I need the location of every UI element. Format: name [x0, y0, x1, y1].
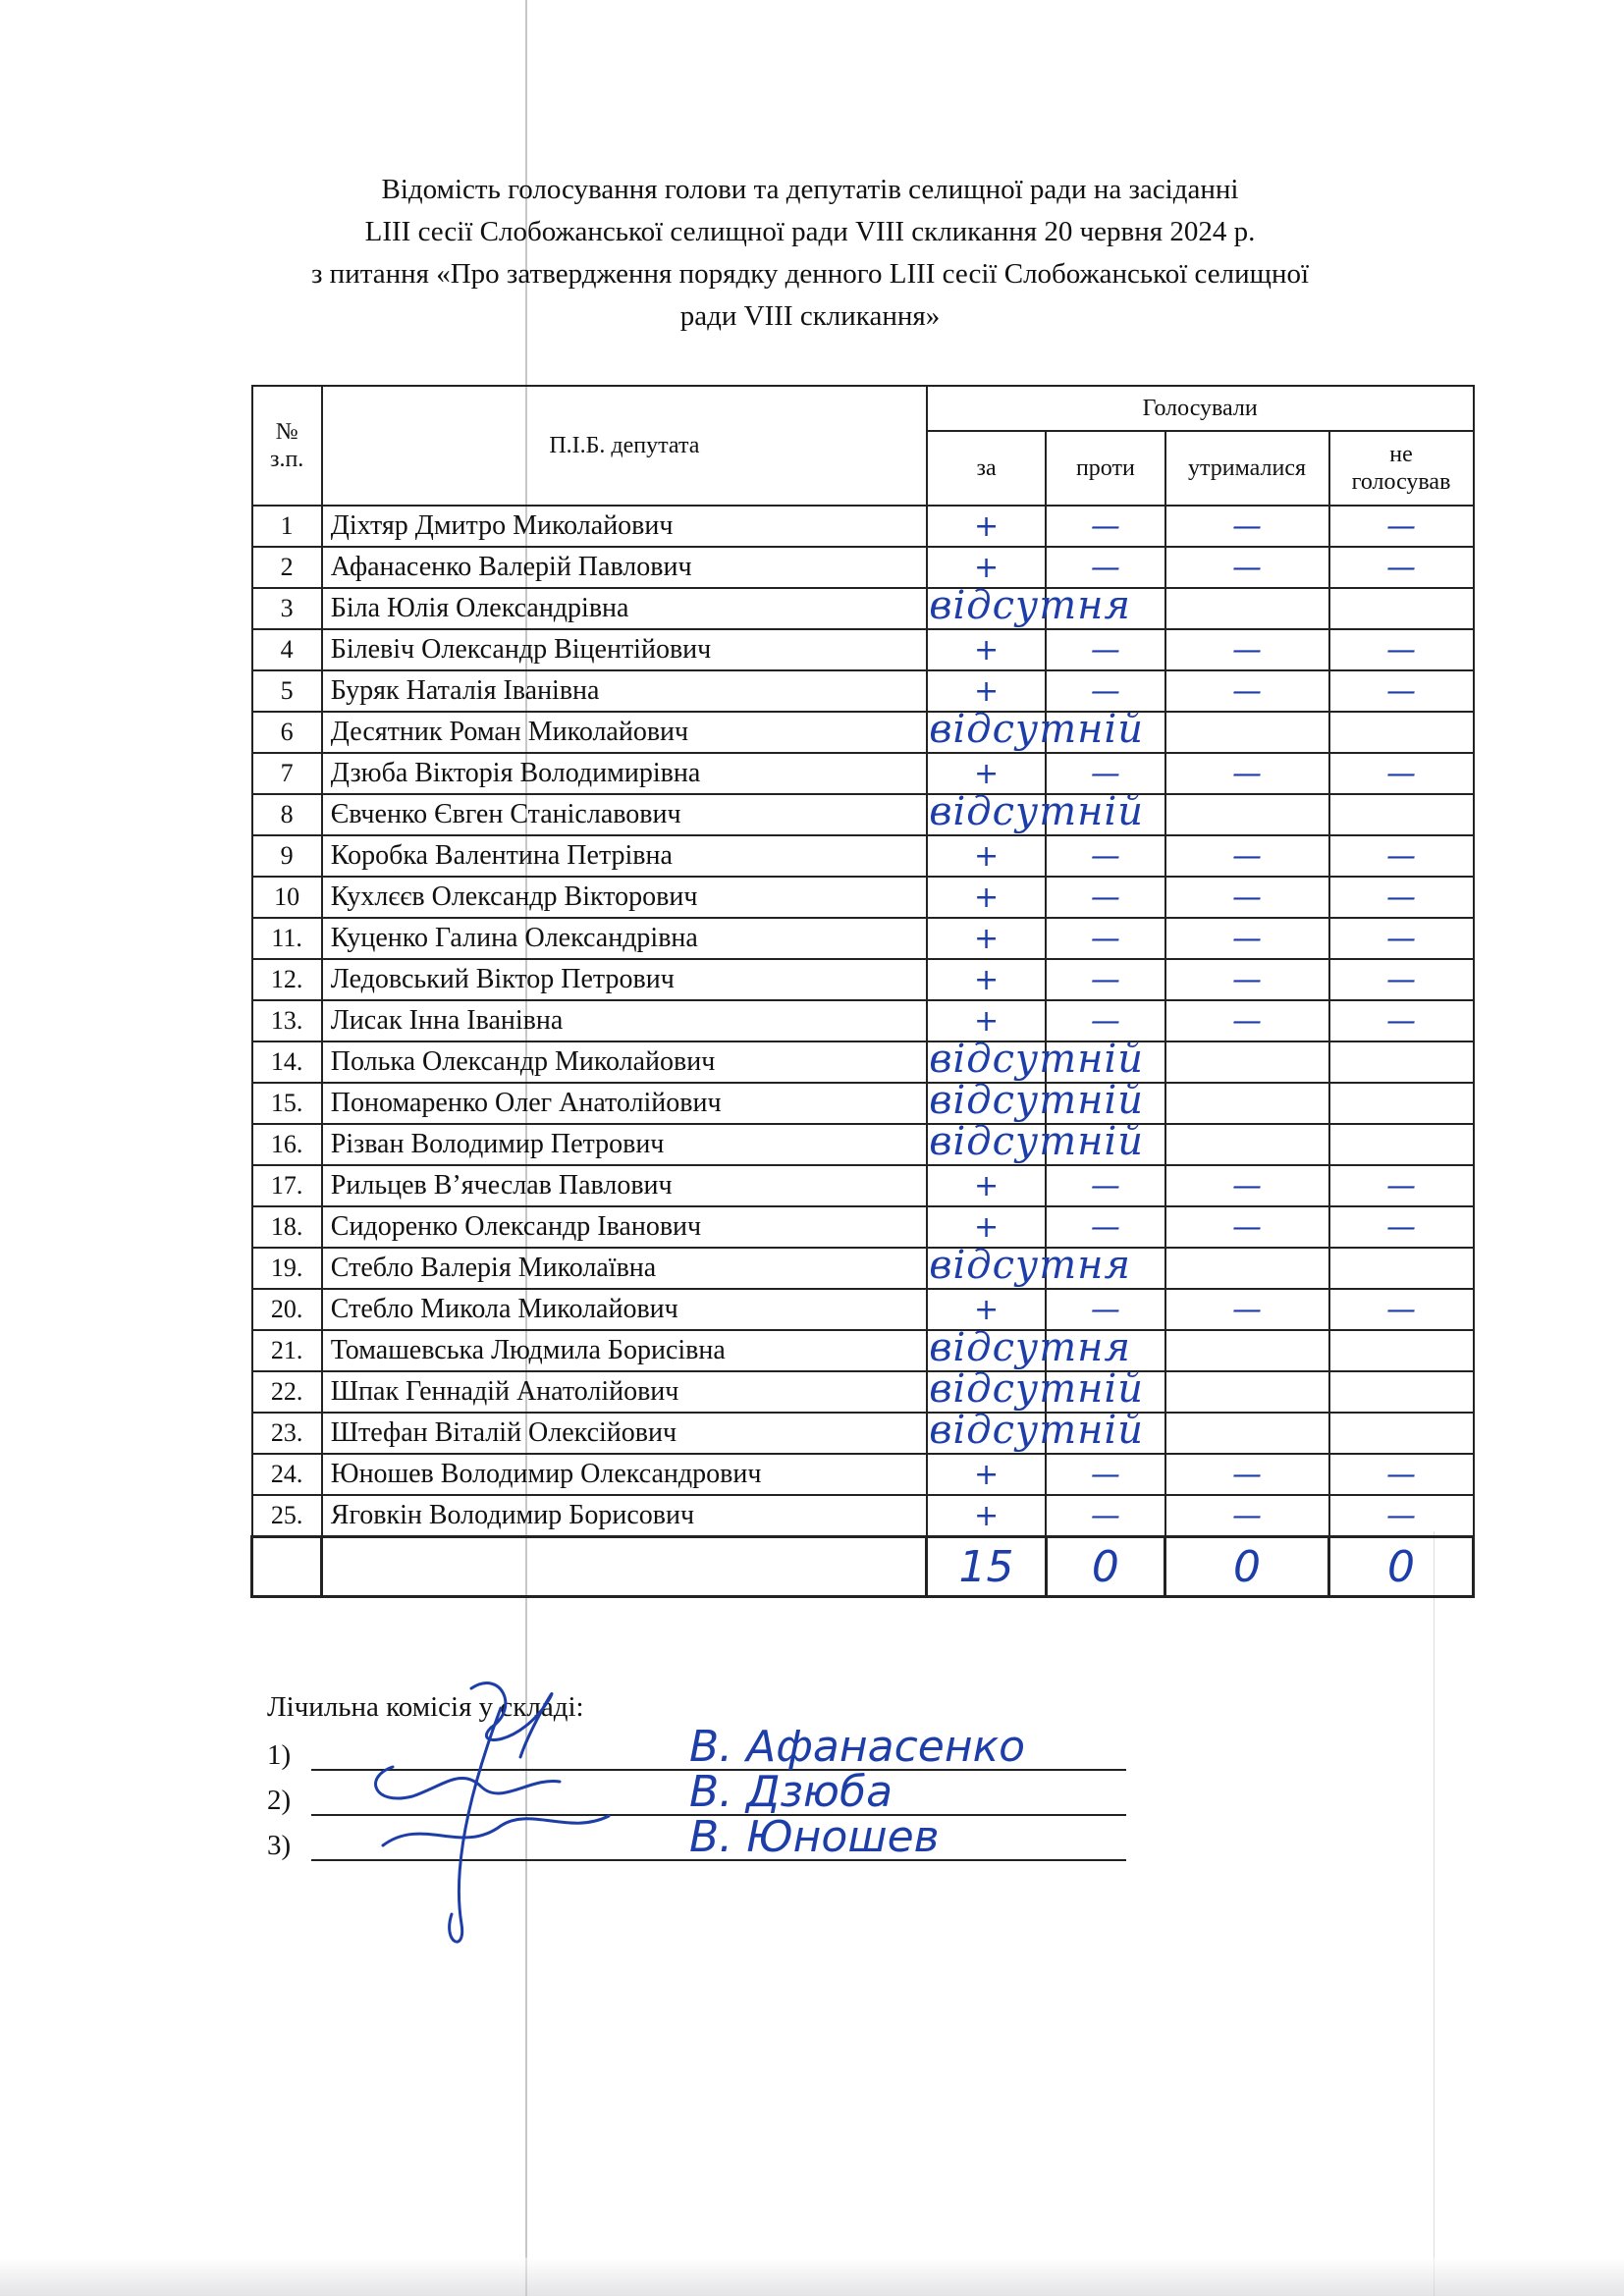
vote-abstained: — — [1165, 629, 1329, 670]
vote-not-voted — [1329, 1041, 1474, 1083]
vote-not-voted: — — [1329, 877, 1474, 918]
absent-note: відсутній — [929, 1078, 1145, 1123]
vote-against: — — [1046, 1165, 1164, 1206]
deputy-name: Стебло Микола Миколайович — [322, 1289, 927, 1330]
vote-for: + — [927, 1165, 1046, 1206]
absent-note: відсутня — [929, 1243, 1131, 1288]
total-not-voted: 0 — [1329, 1537, 1474, 1597]
vote-not-voted: — — [1329, 1495, 1474, 1537]
vote-against: — — [1046, 670, 1164, 712]
vote-not-voted: — — [1329, 1206, 1474, 1248]
table-row — [252, 1124, 1474, 1165]
vote-not-voted: — — [1329, 506, 1474, 547]
table-row — [252, 1454, 1474, 1495]
vote-for: + — [927, 753, 1046, 794]
vote-for: + — [927, 670, 1046, 712]
absent-note: відсутній — [929, 1119, 1145, 1164]
deputy-name: Сидоренко Олександр Іванович — [322, 1206, 927, 1248]
table-row — [252, 1413, 1474, 1454]
vote-against: — — [1046, 506, 1164, 547]
vote-not-voted — [1329, 1413, 1474, 1454]
vote-abstained: — — [1165, 877, 1329, 918]
paper-fold-line-2 — [1434, 1531, 1435, 2296]
row-num: 7 — [252, 753, 322, 794]
row-num: 21. — [252, 1330, 322, 1371]
deputy-name: Юношев Володимир Олександрович — [322, 1454, 927, 1495]
vote-not-voted: — — [1329, 547, 1474, 588]
vote-abstained — [1165, 1413, 1329, 1454]
vote-abstained — [1165, 1124, 1329, 1165]
table-row — [252, 588, 1474, 629]
vote-abstained: — — [1165, 1289, 1329, 1330]
table-row — [252, 1248, 1474, 1289]
deputy-name: Дзюба Вікторія Володимирівна — [322, 753, 927, 794]
title-line: Відомість голосування голови та депутатів селищної ради на засіданні — [381, 174, 1239, 205]
commission-member-1 — [267, 1722, 1026, 1772]
vote-abstained: — — [1165, 1206, 1329, 1248]
vote-abstained: — — [1165, 753, 1329, 794]
commission-label: Лічильна комісія у складі: — [267, 1691, 584, 1723]
vote-not-voted — [1329, 1330, 1474, 1371]
vote-not-voted — [1329, 1248, 1474, 1289]
member-num: 3) — [267, 1830, 292, 1861]
table-row — [252, 918, 1474, 959]
vote-against: — — [1046, 1289, 1164, 1330]
vote-abstained — [1165, 1371, 1329, 1413]
row-num: 25. — [252, 1495, 322, 1537]
signature-stroke — [376, 1767, 560, 1798]
vote-not-voted: — — [1329, 959, 1474, 1000]
deputy-name: Афанасенко Валерій Павлович — [322, 547, 927, 588]
vote-against: — — [1046, 629, 1164, 670]
table-row — [252, 877, 1474, 918]
vote-abstained: — — [1165, 835, 1329, 877]
vote-for: + — [927, 547, 1046, 588]
vote-abstained — [1165, 1041, 1329, 1083]
vote-not-voted — [1329, 1124, 1474, 1165]
deputy-name: Томашевська Людмила Борисівна — [322, 1330, 927, 1371]
row-num: 1 — [252, 506, 322, 547]
vote-not-voted — [1329, 712, 1474, 753]
vote-not-voted: — — [1329, 753, 1474, 794]
table-row — [252, 1371, 1474, 1413]
table-row — [252, 506, 1474, 547]
vote-not-voted — [1329, 794, 1474, 835]
vote-not-voted: — — [1329, 629, 1474, 670]
member-name: В. Афанасенко — [689, 1722, 1026, 1772]
deputy-name: Пономаренко Олег Анатолійович — [322, 1083, 927, 1124]
total-abstained: 0 — [1165, 1537, 1329, 1597]
vote-not-voted: — — [1329, 1454, 1474, 1495]
row-num: 19. — [252, 1248, 322, 1289]
vote-not-voted: — — [1329, 670, 1474, 712]
absent-note: відсутній — [929, 1366, 1145, 1412]
vote-abstained: — — [1165, 670, 1329, 712]
vote-against: — — [1046, 918, 1164, 959]
absent-note: відсутній — [929, 1037, 1145, 1082]
table-row — [252, 670, 1474, 712]
absent-note: відсутній — [929, 707, 1145, 752]
vote-for: + — [927, 506, 1046, 547]
vote-abstained: — — [1165, 959, 1329, 1000]
deputy-name: Куценко Галина Олександрівна — [322, 918, 927, 959]
header-name: П.І.Б. депутата — [322, 386, 927, 506]
vote-for: + — [927, 918, 1046, 959]
row-num: 9 — [252, 835, 322, 877]
deputy-name: Різван Володимир Петрович — [322, 1124, 927, 1165]
row-num: 23. — [252, 1413, 322, 1454]
row-num: 2 — [252, 547, 322, 588]
row-num: 11. — [252, 918, 322, 959]
row-num: 4 — [252, 629, 322, 670]
header-num: № з.п. — [252, 386, 322, 506]
vote-against: — — [1046, 1454, 1164, 1495]
vote-not-voted — [1329, 1371, 1474, 1413]
title-line: LIII сесії Слобожанської селищної ради VIII скликання 20 червня 2024 р. — [364, 216, 1256, 247]
vote-abstained: — — [1165, 506, 1329, 547]
vote-abstained: — — [1165, 918, 1329, 959]
commission-member-3 — [267, 1812, 940, 1862]
deputy-name: Шпак Геннадій Анатолійович — [322, 1371, 927, 1413]
row-num: 12. — [252, 959, 322, 1000]
vote-abstained: — — [1165, 1165, 1329, 1206]
signature-stroke — [383, 1816, 609, 1845]
vote-against — [929, 1408, 1164, 1454]
vote-against: — — [1046, 1206, 1164, 1248]
table-row — [252, 1206, 1474, 1248]
table-row — [252, 1495, 1474, 1537]
member-num: 1) — [267, 1739, 292, 1771]
vote-for: + — [927, 877, 1046, 918]
deputy-name: Біла Юлія Олександрівна — [322, 588, 927, 629]
deputy-name: Рильцев В’ячеслав Павлович — [322, 1165, 927, 1206]
table-row — [252, 1083, 1474, 1124]
vote-against: — — [1046, 1000, 1164, 1041]
row-num: 8 — [252, 794, 322, 835]
vote-abstained: — — [1165, 1000, 1329, 1041]
vote-for: + — [927, 959, 1046, 1000]
totals-empty — [252, 1537, 322, 1597]
scan-edge — [0, 2258, 1624, 2296]
title-line: ради VIII скликання» — [679, 300, 941, 332]
vote-not-voted: — — [1329, 918, 1474, 959]
vote-against: — — [1046, 753, 1164, 794]
vote-not-voted — [1329, 1083, 1474, 1124]
vote-not-voted: — — [1329, 1165, 1474, 1206]
handwritten-signatures — [353, 1669, 707, 1963]
deputy-name: Ледовський Віктор Петрович — [322, 959, 927, 1000]
table-row — [252, 1000, 1474, 1041]
row-num: 20. — [252, 1289, 322, 1330]
row-num: 22. — [252, 1371, 322, 1413]
vote-abstained — [1165, 794, 1329, 835]
row-num: 15. — [252, 1083, 322, 1124]
table-row — [252, 629, 1474, 670]
table-row — [252, 1289, 1474, 1330]
vote-not-voted: — — [1329, 835, 1474, 877]
table-row — [252, 1041, 1474, 1083]
row-num: 17. — [252, 1165, 322, 1206]
member-name: В. Юношев — [689, 1812, 940, 1862]
row-num: 14. — [252, 1041, 322, 1083]
vote-abstained — [1165, 1083, 1329, 1124]
absent-note: відсутня — [929, 1325, 1131, 1370]
vote-against: — — [1046, 1495, 1164, 1537]
table-row — [252, 794, 1474, 835]
vote-against — [929, 583, 1164, 629]
vote-against: — — [1046, 835, 1164, 877]
header-voted: Голосували — [927, 386, 1474, 431]
row-num: 10 — [252, 877, 322, 918]
vote-for: + — [927, 629, 1046, 670]
deputy-name: Коробка Валентина Петрівна — [322, 835, 927, 877]
row-num: 18. — [252, 1206, 322, 1248]
vote-against: — — [1046, 959, 1164, 1000]
vote-for: + — [927, 1289, 1046, 1330]
total-against: 0 — [1046, 1537, 1164, 1597]
voting-table — [250, 385, 1475, 1598]
deputy-name: Яговкін Володимир Борисович — [322, 1495, 927, 1537]
member-num: 2) — [267, 1785, 292, 1816]
vote-against — [929, 1366, 1164, 1413]
member-name: В. Дзюба — [689, 1767, 893, 1817]
header-against: проти — [1046, 431, 1164, 506]
row-num: 16. — [252, 1124, 322, 1165]
totals-row — [252, 1537, 1474, 1597]
deputy-name: Полька Олександр Миколайович — [322, 1041, 927, 1083]
vote-for: + — [927, 835, 1046, 877]
vote-for: + — [927, 1206, 1046, 1248]
deputy-name: Штефан Віталій Олексійович — [322, 1413, 927, 1454]
vote-not-voted: — — [1329, 1000, 1474, 1041]
deputy-name: Стебло Валерія Миколаївна — [322, 1248, 927, 1289]
table-row — [252, 1330, 1474, 1371]
vote-not-voted — [1329, 588, 1474, 629]
deputy-name: Десятник Роман Миколайович — [322, 712, 927, 753]
header-abstained: утрималися — [1165, 431, 1329, 506]
document-title — [196, 169, 1424, 338]
row-num: 6 — [252, 712, 322, 753]
vote-abstained: — — [1165, 547, 1329, 588]
table-row — [252, 712, 1474, 753]
table-row — [252, 835, 1474, 877]
header-not-voted: не голосував — [1329, 431, 1474, 506]
table-row — [252, 547, 1474, 588]
vote-against: — — [1046, 547, 1164, 588]
title-line: з питання «Про затвердження порядку денного LIII сесії Слобожанської селищної — [310, 258, 1310, 290]
vote-against — [929, 789, 1164, 835]
vote-abstained — [1165, 588, 1329, 629]
absent-note: відсутній — [929, 789, 1145, 834]
absent-note: відсутня — [929, 583, 1131, 628]
header-for: за — [927, 431, 1046, 506]
row-num: 3 — [252, 588, 322, 629]
table-row — [252, 959, 1474, 1000]
table-row — [252, 1165, 1474, 1206]
vote-abstained — [1165, 1248, 1329, 1289]
vote-against — [929, 1119, 1164, 1165]
deputy-name: Буряк Наталія Іванівна — [322, 670, 927, 712]
row-num: 13. — [252, 1000, 322, 1041]
vote-abstained: — — [1165, 1495, 1329, 1537]
row-num: 24. — [252, 1454, 322, 1495]
vote-for: + — [927, 1454, 1046, 1495]
signature-stroke — [450, 1708, 501, 1942]
totals-empty — [322, 1537, 927, 1597]
deputy-name: Євченко Євген Станіславович — [322, 794, 927, 835]
total-for: 15 — [927, 1537, 1046, 1597]
vote-for: + — [927, 1000, 1046, 1041]
vote-abstained: — — [1165, 1454, 1329, 1495]
signature-stroke — [471, 1683, 552, 1757]
deputy-name: Кухлєєв Олександр Вікторович — [322, 877, 927, 918]
vote-against — [929, 1325, 1164, 1371]
vote-against — [929, 1037, 1164, 1083]
absent-note: відсутній — [929, 1408, 1145, 1453]
vote-abstained — [1165, 712, 1329, 753]
vote-abstained — [1165, 1330, 1329, 1371]
table-row — [252, 753, 1474, 794]
vote-for: + — [927, 1495, 1046, 1537]
vote-against — [929, 1243, 1164, 1289]
vote-against — [929, 1078, 1164, 1124]
deputy-name: Білевіч Олександр Віцентійович — [322, 629, 927, 670]
row-num: 5 — [252, 670, 322, 712]
deputy-name: Діхтяр Дмитро Миколайович — [322, 506, 927, 547]
vote-against — [929, 707, 1164, 753]
commission-member-2 — [267, 1767, 893, 1817]
vote-not-voted: — — [1329, 1289, 1474, 1330]
deputy-name: Лисак Інна Іванівна — [322, 1000, 927, 1041]
vote-against: — — [1046, 877, 1164, 918]
